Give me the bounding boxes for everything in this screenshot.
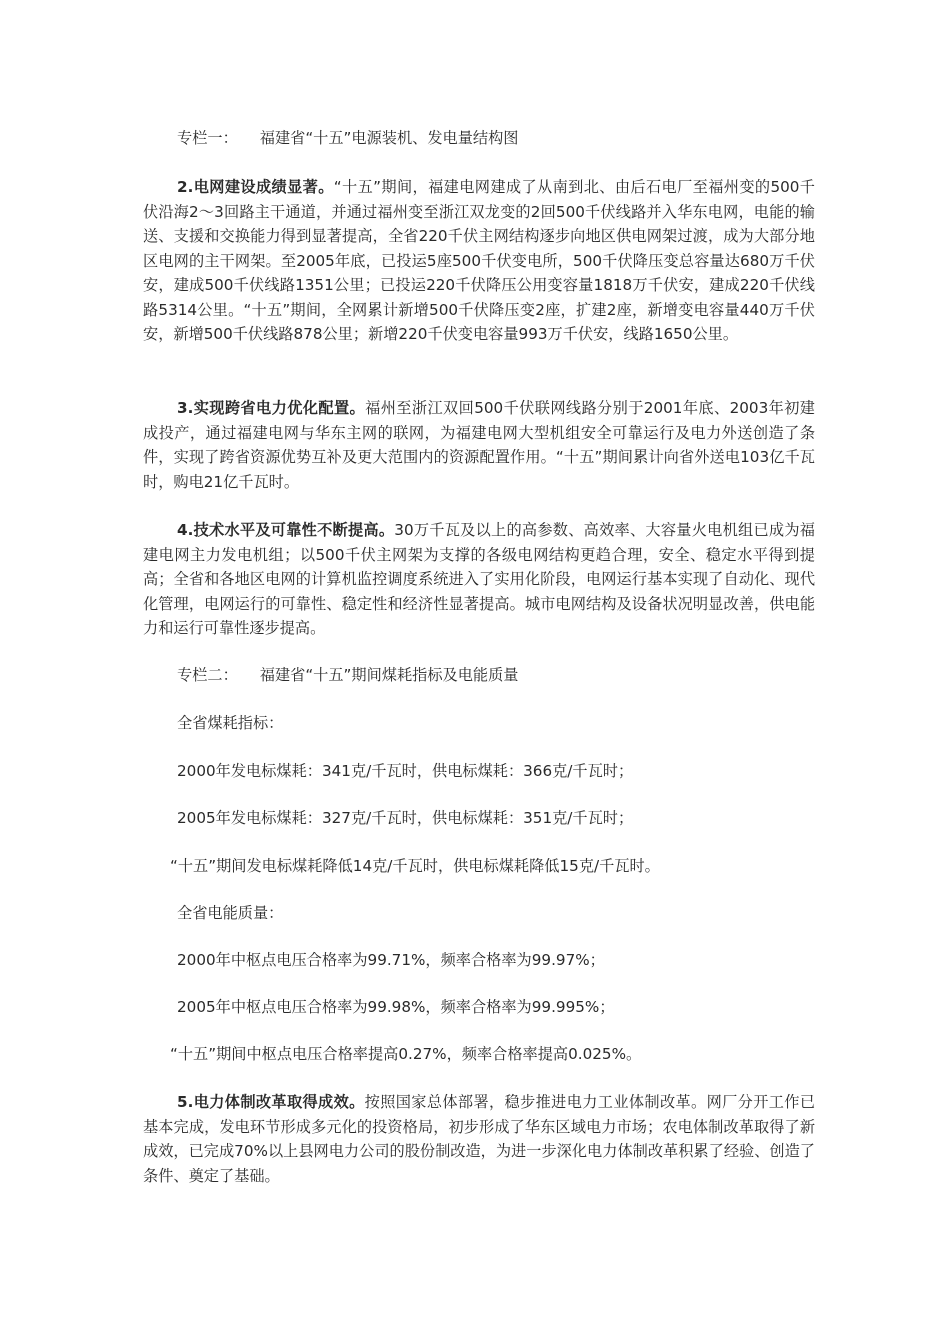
column2-title: 福建省“十五”期间煤耗指标及电能质量 [259,666,519,684]
coal-2000: 2000年发电标煤耗：341克/千瓦时，供电标煤耗：366克/千瓦时； [177,762,634,780]
column1-label: 专栏一： [177,129,238,147]
section3-text: 福州至浙江双回500千伏联网线路分别于2001年底、2003年初建成投产，通过福建电网与华东主网的联网，为福建电网大型机组安全可靠运行及电力外送创造了条件，实现了跨省资源优势互补及更大范围内的资源配置作用。“十五”期间累计向省外送电103亿千瓦时，购电21亿千瓦时。 [143,399,815,491]
section5-lead: 5.电力体制改革取得成效。 [177,1093,365,1111]
quality-2005: 2005年中枢点电压合格率为99.98%，频率合格率为99.995%； [177,998,615,1016]
section5-text: 按照国家总体部署，稳步推进电力工业体制改革。网厂分开工作已基本完成，发电环节形成多元化的投资格局，初步形成了华东区域电力市场；农电体制改革取得了新成效，已完成70%以上县网电力公司的股份制改造，为进一步深化电力体制改革积累了经验、创造了条件、奠定了基础。 [143,1093,816,1185]
section2-text: “十五”期间，福建电网建成了从南到北、由后石电厂至福州变的500千伏沿海2～3回路主干通道，并通过福州变至浙江双龙变的2回500千伏线路并入华东电网，电能的输送、支援和交换能力得到显著提高，全省220千伏主网结构逐步向地区供电网架过渡，成为大部分地区电网的主干网架。至2005年底，已投运5座500千伏变电所，500千伏降压变总容量达680万千伏安，建成500千伏线路1351公里；已投运220千伏降压公用变容量1818万千伏安，建成220千伏线路5314公里。“十五”期间，全网累计新增500千伏降压变2座，扩建2座，新增变电容量440万千伏安，新增500千伏线路878公里；新增220千伏变电容量993万千伏安，线路1650公里。 [143,178,815,343]
column2-heading [177,663,519,688]
column1-heading [177,126,519,151]
column1-title: 福建省“十五”电源装机、发电量结构图 [259,129,519,147]
coal-change: “十五”期间发电标煤耗降低14克/千瓦时，供电标煤耗降低15克/千瓦时。 [170,857,660,875]
quality-heading: 全省电能质量： [177,904,284,922]
coal-2005: 2005年发电标煤耗：327克/千瓦时，供电标煤耗：351克/千瓦时； [177,809,634,827]
section2-lead: 2.电网建设成绩显著。 [177,178,334,196]
section4-paragraph [143,518,815,641]
quality-2000: 2000年中枢点电压合格率为99.71%，频率合格率为99.97%； [177,951,605,969]
section3-paragraph [143,396,815,494]
section4-text: 30万千瓦及以上的高参数、高效率、大容量火电机组已成为福建电网主力发电机组；以500千伏主网架为支撑的各级电网结构更趋合理，安全、稳定水平得到提高；全省和各地区电网的计算机监控调度系统进入了实用化阶段，电网运行基本实现了自动化、现代化管理，电网运行的可靠性、稳定性和经济性显著提高。城市电网结构及设备状况明显改善，供电能力和运行可靠性逐步提高。 [143,521,815,637]
coal-heading: 全省煤耗指标： [177,714,284,732]
quality-change: “十五”期间中枢点电压合格率提高0.27%，频率合格率提高0.025%。 [170,1045,642,1063]
section3-lead: 3.实现跨省电力优化配置。 [177,399,366,417]
column2-label: 专栏二： [177,666,238,684]
section4-lead: 4.技术水平及可靠性不断提高。 [177,521,395,539]
section5-paragraph [143,1090,815,1188]
section2-paragraph [143,175,815,347]
